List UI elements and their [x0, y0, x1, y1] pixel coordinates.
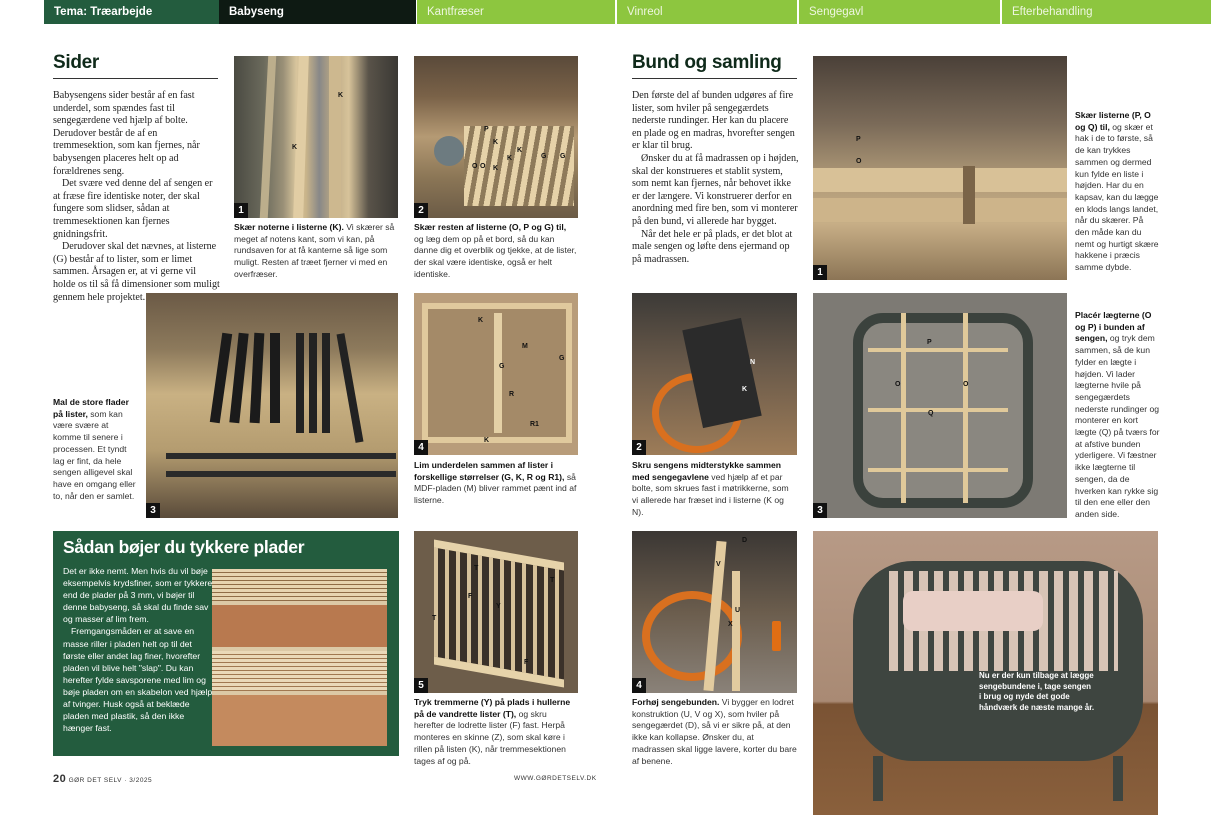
photo-number: 4 [414, 440, 428, 455]
mattress [903, 591, 1043, 631]
photo-number: 3 [146, 503, 160, 518]
part-label: G [559, 355, 565, 362]
batten [868, 408, 1008, 412]
photo-lists-on-table [414, 56, 578, 218]
caption-photo-3: Mal de store flader på lister, som kan være svære at komme til senere i processen. Et tyndt lag er fint, da hele sengen alligevel skal have en omgang eller to, når den er samlet. [53, 397, 136, 501]
part-label: Q [928, 410, 934, 417]
photo-glued-frame [414, 293, 578, 455]
photo-number: 1 [234, 203, 248, 218]
painted-list [322, 333, 330, 433]
painted-list [309, 333, 317, 433]
part-label: K [742, 386, 748, 393]
orange-hose [642, 591, 742, 681]
part-label: F [468, 593, 473, 600]
page-footer-url: WWW.GØRDETSELV.DK [514, 775, 597, 782]
photo-finished-crib [813, 531, 1158, 815]
page-footer-left [53, 773, 152, 785]
board-strip [293, 56, 309, 218]
photo-number: 2 [414, 203, 428, 218]
part-label: F [524, 659, 529, 666]
part-label: U [735, 607, 741, 614]
part-label: Y [496, 603, 501, 610]
nav-tema: Tema: Træarbejde [44, 0, 219, 24]
part-label: K [292, 144, 298, 151]
part-label: K [517, 147, 523, 154]
part-label: M [522, 343, 528, 350]
magazine-issue: GØR DET SELV · 3/2025 [68, 777, 153, 784]
part-label: K [493, 139, 499, 146]
notch [963, 166, 975, 224]
part-label: O [472, 163, 478, 170]
painted-list [210, 333, 232, 424]
glue-bottle [772, 621, 781, 651]
batten [868, 468, 1008, 472]
photo-number: 4 [632, 678, 646, 693]
tip-box-title: Sådan bøjer du tykkere plader [63, 537, 305, 557]
slat-section [434, 540, 564, 688]
photo-number: 5 [414, 678, 428, 693]
caption-photo-4: Lim underdelen sammen af lister i forskellige størrelser (G, K, R og R1), så MDF-pladen (M) bliver rammet pænt ind af listerne. [414, 460, 577, 506]
painted-list [166, 453, 396, 459]
nav-tab-vinreol[interactable]: Vinreol [616, 0, 797, 24]
part-label: T [432, 615, 437, 622]
board-strip [494, 313, 505, 433]
part-label: P [856, 136, 861, 143]
nav-tab-efterbehandling[interactable]: Efterbehandling [1001, 0, 1211, 24]
leg-batten [732, 571, 740, 691]
caption-photo-2: Skær resten af listerne (O, P og G) til, og læg dem op på et bord, så du kan danne dig et overblik og tjekke, at de lister, der skal være identiske, også er helt identiske. [414, 222, 577, 279]
part-label: O [856, 158, 862, 165]
batten [868, 348, 1008, 352]
caption-photo-1: Skær noterne i listerne (K). Vi skærer så meget af notens kant, som vi kan, på rundsaven for at få kanterne så lige som muligt. Resten af træet fjerner vi med en overfræser. [234, 222, 395, 279]
part-label: R [509, 391, 515, 398]
part-label: G [560, 153, 566, 160]
part-label: R1 [530, 421, 539, 428]
nav-tab-kantfraeser[interactable]: Kantfræser [416, 0, 615, 24]
photo-painted-lists [146, 293, 398, 518]
part-label: O [963, 381, 969, 388]
painted-list [337, 333, 364, 443]
painted-list [166, 471, 396, 477]
section-heading-bund: Bund og samling [632, 52, 782, 73]
photo-bottom-slats [813, 293, 1067, 518]
photo-midsection [632, 293, 797, 455]
part-label: K [507, 155, 513, 162]
plywood-layer [212, 569, 387, 601]
intro-text-bund: Den første del af bunden udgøres af fire lister, som hviler på sengegærdets nederste rundinger. Her kan du placere en plade og en madras, hvorefter sengen er klar til brug. Ønsker du at få madrassen op i højden, skal der konstrueres et stablit system, som nemt kan fjernes, når behovet ikke er der længere. Vi konstruerer derfor en anordning med fire ben, som vi monterer på den bund, vi allerede har bygget. Når det hele er på plads, er det blot at male sengen og løfte dens ejermand op på madrassen. [632, 90, 799, 265]
plywood-layer [212, 695, 387, 746]
photo-number: 3 [813, 503, 827, 518]
part-label: T [474, 565, 479, 572]
plywood-layer [212, 651, 387, 691]
painted-list [229, 333, 248, 424]
heading-rule [632, 78, 797, 79]
painted-list [270, 333, 280, 423]
photo-number: 1 [813, 265, 827, 280]
section-heading-sider: Sider [53, 52, 100, 73]
part-label: K [484, 437, 490, 444]
crib-leg [873, 756, 883, 801]
caption-right-photo-4: Forhøj sengebunden. Vi bygger en lodret konstruktion (U, V og X), som hviler på sengegærdet (D), så vi er sikre på, at den ikke kan kollapse. Ønsker du, at madrassen skal ligge lavere, korter du bare af benene. [632, 697, 797, 766]
part-label: O [895, 381, 901, 388]
part-label: P [927, 339, 932, 346]
painted-list [250, 333, 265, 423]
board-strip [329, 56, 344, 218]
plywood-photo [212, 569, 387, 746]
part-label: T [550, 577, 555, 584]
page-number: 20 [53, 773, 67, 785]
part-label: G [541, 153, 547, 160]
part-label: O [480, 163, 486, 170]
caption-photo-5: Tryk tremmerne (Y) på plads i hullerne på de vandrette lister (T), og skru herefter de lodrette lister (F) fast. Herpå monteres en skinne (Z), som skal køre i rillen på listen (K), når tremmesektionen tages af og på. [414, 697, 571, 766]
photo-notched-lists [813, 56, 1067, 280]
photo-slats [414, 531, 578, 693]
tip-box-text: Det er ikke nemt. Men hvis du vil bøje eksempelvis krydsfiner, som er tykkere end de plader på 3 mm, vi bøjer til denne babyseng, så skal du finde sav og masser af lim frem. Fremgangsmåden er at save en masse riller i pladen helt op til det første eller andet lag finer, hvorefter pladen vil blive helt "slap". Du kan herefter fylde savsporene med lim og bøje pladen om en skabelon ved hjælp af tvinger. Husk også at beklæde pladen med plastik, så den ikke hænger fast. [63, 566, 213, 734]
nav-tab-babyseng[interactable]: Babyseng [219, 0, 416, 24]
part-label: K [478, 317, 484, 324]
caption-right-photo-3: Placér lægterne (O og P) i bunden af sengen, og tryk dem sammen, så de kun fylder en lægte i højden. Vi lader lægterne hvile på sengegærdets nederste rundinger og monterer en kort lægte (Q) på tværs for at afstive bunden yderligere. Vi fæstner ikke lægterne til sengen, da de hverken kan rykke sig til den ene eller den anden side. [1075, 310, 1160, 519]
board-strip [813, 168, 1067, 192]
tip-box [53, 531, 399, 756]
part-label: D [742, 537, 748, 544]
photo-number: 2 [632, 440, 646, 455]
part-label: V [716, 561, 721, 568]
nav-tab-sengegavl[interactable]: Sengegavl [798, 0, 1000, 24]
caption-right-photo-1: Skær listerne (P, O og Q) til, og skær et hak i de to første, så de kan trykkes sammen og dermed kun fylde en liste i højden. Har du en kapsav, kan du lægge en klods langs landet, når du skærer. På den måde kan du nemt og hurtigt skære hakkene i præcis samme dybde. [1075, 110, 1159, 273]
part-label: G [499, 363, 505, 370]
part-label: P [484, 126, 489, 133]
part-label: K [338, 92, 344, 99]
final-caption: Nu er der kun tilbage at lægge sengebundene i, tage sengen i brug og nyde det gode håndværk de næste mange år. [979, 671, 1095, 712]
part-label: N [750, 359, 756, 366]
intro-text-sider: Babysengens sider består af en fast underdel, som spændes fast til sengegærdene ved hjælp af bolte. Derudover består de af en tremmesektion, som kan fjernes, når babysengen placeres helt op ad forældrenes seng. Det svære ved denne del af sengen er at fræse fire identiske noter, der skal fungere som slidser, sådan at tremmesektionen kan fjernes gnidningsfrit. Derudover skal det nævnes, at listerne (G) består af to lister, som er limet sammen. Årsagen er, at vi gerne vil holde os til så få dimensioner som muligt gennem hele projektet. [53, 90, 220, 303]
board-strip [260, 56, 276, 218]
painted-list [296, 333, 304, 433]
part-label: X [728, 621, 733, 628]
shop-vac [434, 136, 464, 166]
heading-rule [53, 78, 218, 79]
plywood-layer [212, 605, 387, 647]
caption-right-photo-2: Skru sengens midterstykke sammen med sengegavlene ved hjælp af et par bolte, som skrues fast i møtrikkerne, som vi allerede har fræset ind i listerne (K og N). [632, 460, 789, 517]
photo-cutting-grooves [234, 56, 398, 218]
part-label: K [493, 165, 499, 172]
crib-leg [1113, 756, 1123, 801]
board-strip [813, 198, 1067, 222]
photo-raise-bottom [632, 531, 797, 693]
